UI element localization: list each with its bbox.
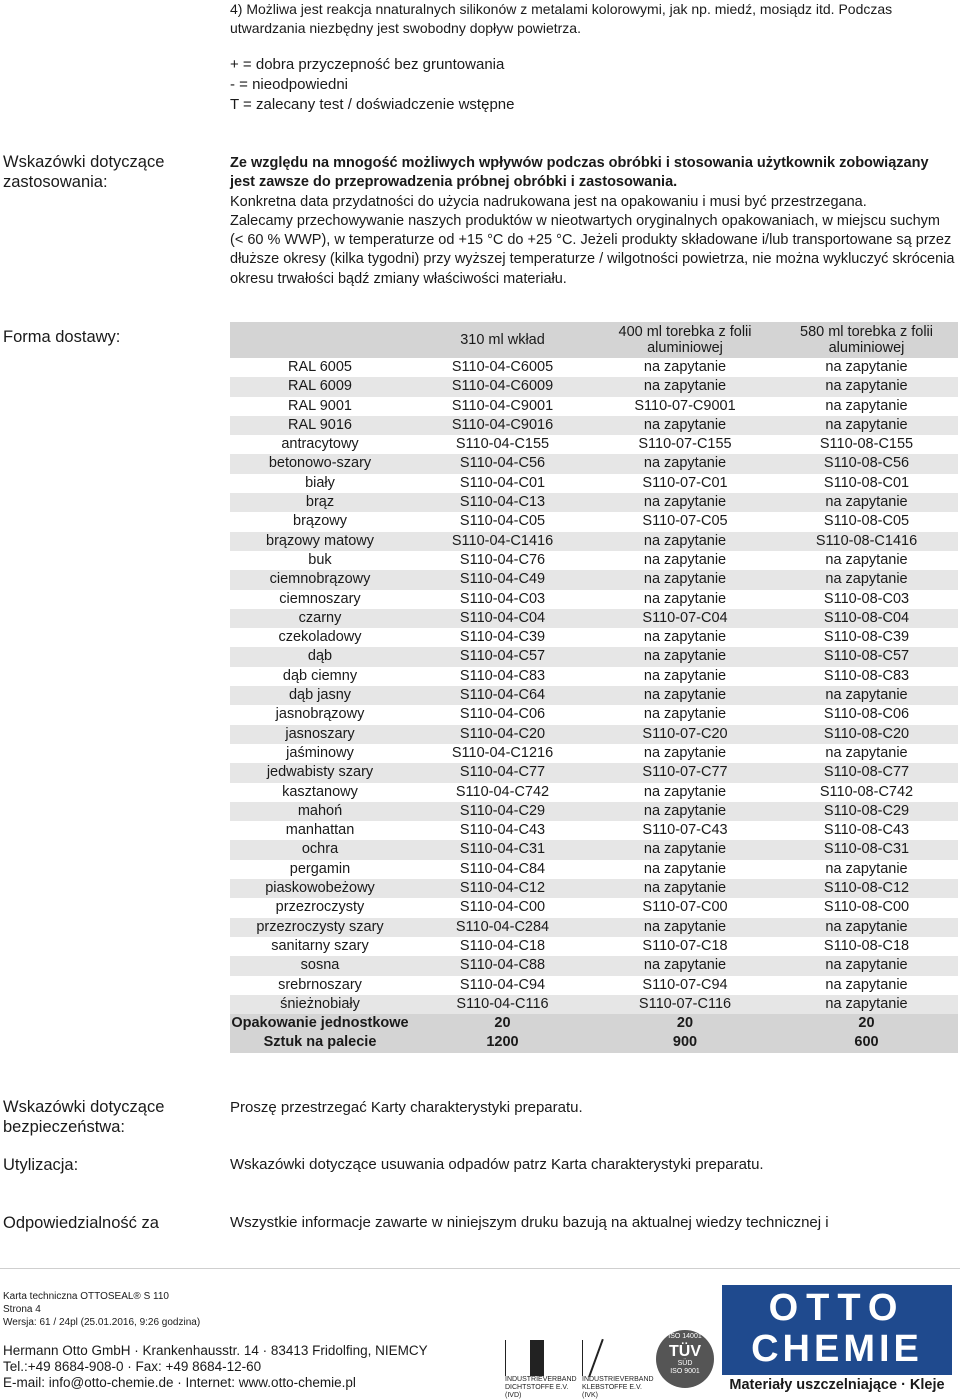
ivk-logo: [582, 1340, 654, 1400]
article-cell: na zapytanie: [775, 416, 958, 435]
article-cell: S110-08-C742: [775, 783, 958, 802]
disposal-label: Utylizacja:: [3, 1156, 79, 1174]
ivk-text: INDUSTRIEVERBAND KLEBSTOFFE E.V. (IVK): [582, 1376, 654, 1399]
page-number: Strona 4: [3, 1304, 41, 1315]
table-row: [230, 358, 958, 377]
table-row: [230, 493, 958, 512]
table-row: [230, 976, 958, 995]
article-cell: S110-08-C155: [775, 435, 958, 454]
table-row: [230, 937, 958, 956]
article-cell: S110-07-C05: [595, 512, 775, 531]
table-row: [230, 840, 958, 859]
color-name-cell: ciemnobrązowy: [230, 570, 410, 589]
color-name-cell: biały: [230, 474, 410, 493]
article-cell: na zapytanie: [595, 686, 775, 705]
legend-test: T = zalecany test / doświadczenie wstępne: [230, 96, 515, 113]
summary-cell: 20: [595, 1014, 775, 1033]
color-name-cell: brąz: [230, 493, 410, 512]
color-name-cell: mahoń: [230, 802, 410, 821]
article-cell: na zapytanie: [775, 377, 958, 396]
header-cell: [230, 322, 410, 358]
table-row: [230, 454, 958, 473]
color-name-cell: antracytowy: [230, 435, 410, 454]
table-row: [230, 474, 958, 493]
color-name-cell: jasnobrązowy: [230, 705, 410, 724]
table-row: [230, 725, 958, 744]
article-cell: na zapytanie: [595, 454, 775, 473]
article-cell: S110-04-C31: [410, 840, 595, 859]
summary-cell: 20: [775, 1014, 958, 1033]
article-cell: S110-04-C12: [410, 879, 595, 898]
color-name-cell: ochra: [230, 840, 410, 859]
company-info: [3, 1343, 428, 1391]
article-cell: S110-04-C6009: [410, 377, 595, 396]
color-name-cell: piaskowobeżowy: [230, 879, 410, 898]
table-row: [230, 705, 958, 724]
color-name-cell: jaśminowy: [230, 744, 410, 763]
table-row: [230, 918, 958, 937]
table-row: [230, 377, 958, 396]
article-cell: S110-04-C06: [410, 705, 595, 724]
article-cell: S110-08-C01: [775, 474, 958, 493]
usage-paragraph-3: Zalecamy przechowywanie naszych produktów w nieotwartych oryginalnych opakowaniach, w miejscu suchym (< 60 % WWP), w temperaturze od +15 °C do +25 °C. Jeżeli produkty składowane i/lub transportowane są przez dłuższe okresy (kilka tygodni) przy wyższej temperaturze / wilgotności powietrza, nie można wykluczyć skrócenia okresu trwałości bądź zmiany właściwości materiału.: [230, 212, 955, 287]
article-cell: na zapytanie: [595, 840, 775, 859]
table-row: [230, 783, 958, 802]
ivk-mark-icon: [582, 1340, 652, 1376]
article-cell: S110-07-C77: [595, 763, 775, 782]
article-cell: S110-04-C43: [410, 821, 595, 840]
color-name-cell: czekoladowy: [230, 628, 410, 647]
article-cell: S110-04-C1216: [410, 744, 595, 763]
header-cell: 310 ml wkład: [410, 322, 595, 358]
article-cell: S110-08-C43: [775, 821, 958, 840]
table-row: [230, 802, 958, 821]
article-cell: S110-08-C31: [775, 840, 958, 859]
ivd-text: INDUSTRIEVERBAND DICHTSTOFFE E.V. (IVD): [505, 1376, 577, 1399]
document-version: Wersja: 61 / 24pl (25.01.2016, 9:26 godzina): [3, 1317, 201, 1328]
article-cell: S110-08-C39: [775, 628, 958, 647]
article-cell: S110-08-C05: [775, 512, 958, 531]
article-cell: S110-07-C04: [595, 609, 775, 628]
legend: [230, 55, 950, 115]
table-row: [230, 570, 958, 589]
table-row: [230, 609, 958, 628]
article-cell: na zapytanie: [595, 377, 775, 396]
summary-row: [230, 1033, 958, 1052]
intro-line-1: 4) Możliwa jest reakcja nnaturalnych silikonów z metalami kolorowymi, jak np. miedź, mosiądz itd. Podczas: [230, 1, 893, 17]
summary-row: [230, 1014, 958, 1033]
article-cell: na zapytanie: [595, 879, 775, 898]
color-name-cell: srebrnoszary: [230, 976, 410, 995]
delivery-label: Forma dostawy:: [3, 328, 121, 346]
article-cell: S110-04-C00: [410, 898, 595, 917]
color-name-cell: kasztanowy: [230, 783, 410, 802]
otto-chemie-logo: OTTO CHEMIE: [722, 1285, 952, 1375]
color-name-cell: manhattan: [230, 821, 410, 840]
article-cell: S110-08-C57: [775, 647, 958, 666]
article-cell: S110-04-C9001: [410, 397, 595, 416]
article-cell: na zapytanie: [595, 744, 775, 763]
company-web: E-mail: info@otto-chemie.de · Internet: www.otto-chemie.pl: [3, 1375, 356, 1390]
summary-cell: Opakowanie jednostkowe: [230, 1014, 410, 1033]
footer-divider: [0, 1268, 960, 1269]
color-name-cell: dąb: [230, 647, 410, 666]
table-row: [230, 397, 958, 416]
table-row: [230, 647, 958, 666]
disposal-text: Wskazówki dotyczące usuwania odpadów patrz Karta charakterystyki preparatu.: [230, 1156, 764, 1173]
article-cell: S110-07-C00: [595, 898, 775, 917]
article-cell: na zapytanie: [595, 667, 775, 686]
article-cell: S110-04-C84: [410, 860, 595, 879]
table-row: [230, 667, 958, 686]
table-row: [230, 628, 958, 647]
article-cell: S110-04-C116: [410, 995, 595, 1014]
article-cell: S110-08-C77: [775, 763, 958, 782]
article-cell: S110-07-C01: [595, 474, 775, 493]
article-cell: S110-04-C155: [410, 435, 595, 454]
safety-text: Proszę przestrzegać Karty charakterystyki preparatu.: [230, 1099, 583, 1116]
table-row: [230, 686, 958, 705]
table-row: [230, 512, 958, 531]
article-cell: S110-04-C9016: [410, 416, 595, 435]
ivd-logo: [505, 1340, 577, 1400]
header-cell: 580 ml torebka z folii aluminiowej: [775, 322, 958, 358]
article-cell: na zapytanie: [775, 744, 958, 763]
article-cell: S110-04-C83: [410, 667, 595, 686]
article-cell: na zapytanie: [595, 956, 775, 975]
legend-minus: - = nieodpowiedni: [230, 76, 349, 93]
article-cell: S110-07-C20: [595, 725, 775, 744]
document-info: [3, 1290, 200, 1329]
color-name-cell: czarny: [230, 609, 410, 628]
color-name-cell: przezroczysty szary: [230, 918, 410, 937]
article-cell: S110-04-C94: [410, 976, 595, 995]
color-name-cell: sosna: [230, 956, 410, 975]
article-cell: S110-04-C05: [410, 512, 595, 531]
article-cell: na zapytanie: [595, 802, 775, 821]
article-cell: S110-08-C06: [775, 705, 958, 724]
article-cell: S110-04-C39: [410, 628, 595, 647]
article-cell: S110-04-C88: [410, 956, 595, 975]
article-cell: na zapytanie: [775, 397, 958, 416]
article-cell: S110-07-C43: [595, 821, 775, 840]
summary-cell: 600: [775, 1033, 958, 1052]
summary-cell: 1200: [410, 1033, 595, 1052]
ivd-mark-icon: [505, 1340, 575, 1376]
article-cell: S110-04-C13: [410, 493, 595, 512]
color-name-cell: sanitarny szary: [230, 937, 410, 956]
article-cell: na zapytanie: [595, 918, 775, 937]
intro-remark: [230, 0, 950, 38]
article-cell: S110-07-C18: [595, 937, 775, 956]
table-row: [230, 435, 958, 454]
table-row: [230, 898, 958, 917]
intro-line-2: utwardzania niezbędny jest swobodny dopływ powietrza.: [230, 20, 581, 36]
tuv-certification-icon: ISO 14001 TÜV SÜD ISO 9001: [656, 1330, 714, 1388]
responsibility-label: Odpowiedzialność za: [3, 1214, 159, 1232]
article-cell: na zapytanie: [595, 570, 775, 589]
article-cell: S110-04-C64: [410, 686, 595, 705]
article-cell: na zapytanie: [595, 532, 775, 551]
article-cell: na zapytanie: [775, 976, 958, 995]
article-cell: S110-07-C155: [595, 435, 775, 454]
color-name-cell: śnieżnobiały: [230, 995, 410, 1014]
article-cell: na zapytanie: [775, 860, 958, 879]
article-cell: na zapytanie: [775, 918, 958, 937]
article-cell: na zapytanie: [595, 551, 775, 570]
table-row: [230, 821, 958, 840]
article-cell: S110-04-C49: [410, 570, 595, 589]
article-cell: na zapytanie: [595, 647, 775, 666]
article-cell: na zapytanie: [595, 590, 775, 609]
article-cell: na zapytanie: [775, 493, 958, 512]
color-name-cell: pergamin: [230, 860, 410, 879]
article-cell: S110-04-C76: [410, 551, 595, 570]
summary-cell: 900: [595, 1033, 775, 1052]
usage-content: [230, 154, 955, 289]
table-row: [230, 763, 958, 782]
color-name-cell: przezroczysty: [230, 898, 410, 917]
document-title: Karta techniczna OTTOSEAL® S 110: [3, 1291, 169, 1302]
article-cell: na zapytanie: [595, 493, 775, 512]
article-cell: S110-07-C116: [595, 995, 775, 1014]
article-cell: S110-04-C1416: [410, 532, 595, 551]
responsibility-text: Wszystkie informacje zawarte w niniejszym druku bazują na aktualnej wiedzy technicznej i: [230, 1214, 829, 1231]
company-address: Hermann Otto GmbH · Krankenhausstr. 14 · 83413 Fridolfing, NIEMCY: [3, 1343, 428, 1358]
article-cell: S110-04-C29: [410, 802, 595, 821]
color-name-cell: betonowo-szary: [230, 454, 410, 473]
article-cell: S110-04-C20: [410, 725, 595, 744]
article-cell: S110-04-C57: [410, 647, 595, 666]
article-cell: na zapytanie: [775, 358, 958, 377]
color-name-cell: brązowy matowy: [230, 532, 410, 551]
table-row: [230, 860, 958, 879]
color-name-cell: RAL 9001: [230, 397, 410, 416]
summary-cell: Sztuk na palecie: [230, 1033, 410, 1052]
article-cell: S110-08-C18: [775, 937, 958, 956]
article-cell: S110-08-C56: [775, 454, 958, 473]
article-cell: S110-08-C20: [775, 725, 958, 744]
article-cell: S110-04-C01: [410, 474, 595, 493]
article-cell: na zapytanie: [595, 628, 775, 647]
usage-label: Wskazówki dotyczące zastosowania:: [3, 153, 165, 191]
safety-label: Wskazówki dotyczące bezpieczeństwa:: [3, 1098, 165, 1136]
article-cell: S110-04-C6005: [410, 358, 595, 377]
article-cell: na zapytanie: [595, 416, 775, 435]
color-name-cell: jasnoszary: [230, 725, 410, 744]
color-name-cell: RAL 6009: [230, 377, 410, 396]
legend-plus: + = dobra przyczepność bez gruntowania: [230, 56, 505, 73]
color-name-cell: ciemnoszary: [230, 590, 410, 609]
usage-paragraph-1: Ze względu na mnogość możliwych wpływów podczas obróbki i stosowania użytkownik zobowiązany jest zawsze do przeprowadzenia próbnej obróbki i zastosowania.: [230, 155, 929, 191]
article-cell: na zapytanie: [595, 705, 775, 724]
color-name-cell: dąb ciemny: [230, 667, 410, 686]
color-name-cell: RAL 6005: [230, 358, 410, 377]
table-row: [230, 551, 958, 570]
article-cell: S110-04-C03: [410, 590, 595, 609]
color-name-cell: brązowy: [230, 512, 410, 531]
article-cell: S110-08-C1416: [775, 532, 958, 551]
article-cell: na zapytanie: [775, 956, 958, 975]
delivery-table: [230, 322, 958, 1053]
summary-cell: 20: [410, 1014, 595, 1033]
article-cell: S110-04-C18: [410, 937, 595, 956]
color-name-cell: RAL 9016: [230, 416, 410, 435]
article-cell: S110-07-C9001: [595, 397, 775, 416]
article-cell: S110-08-C04: [775, 609, 958, 628]
article-cell: na zapytanie: [775, 551, 958, 570]
header-cell: 400 ml torebka z folii aluminiowej: [595, 322, 775, 358]
company-phone: Tel.:+49 8684-908-0 · Fax: +49 8684-12-60: [3, 1359, 262, 1374]
article-cell: S110-04-C56: [410, 454, 595, 473]
color-name-cell: jedwabisty szary: [230, 763, 410, 782]
company-tagline: Materiały uszczelniające · Kleje: [729, 1377, 945, 1393]
color-name-cell: dąb jasny: [230, 686, 410, 705]
delivery-table-header: [230, 322, 958, 358]
article-cell: na zapytanie: [595, 358, 775, 377]
table-row: [230, 956, 958, 975]
article-cell: S110-08-C12: [775, 879, 958, 898]
article-cell: S110-08-C29: [775, 802, 958, 821]
article-cell: na zapytanie: [595, 783, 775, 802]
table-row: [230, 532, 958, 551]
article-cell: S110-08-C00: [775, 898, 958, 917]
table-row: [230, 744, 958, 763]
usage-paragraph-2: Konkretna data przydatności do użycia nadrukowana jest na opakowaniu i musi być przestrzegana.: [230, 193, 867, 210]
article-cell: S110-04-C284: [410, 918, 595, 937]
article-cell: S110-08-C83: [775, 667, 958, 686]
article-cell: na zapytanie: [775, 570, 958, 589]
article-cell: S110-08-C03: [775, 590, 958, 609]
article-cell: S110-04-C04: [410, 609, 595, 628]
article-cell: na zapytanie: [775, 995, 958, 1014]
delivery-table-body: [230, 358, 958, 1053]
article-cell: na zapytanie: [595, 860, 775, 879]
article-cell: S110-04-C77: [410, 763, 595, 782]
article-cell: S110-04-C742: [410, 783, 595, 802]
color-name-cell: buk: [230, 551, 410, 570]
table-row: [230, 416, 958, 435]
table-row: [230, 879, 958, 898]
table-row: [230, 995, 958, 1014]
table-row: [230, 590, 958, 609]
article-cell: na zapytanie: [775, 686, 958, 705]
article-cell: S110-07-C94: [595, 976, 775, 995]
